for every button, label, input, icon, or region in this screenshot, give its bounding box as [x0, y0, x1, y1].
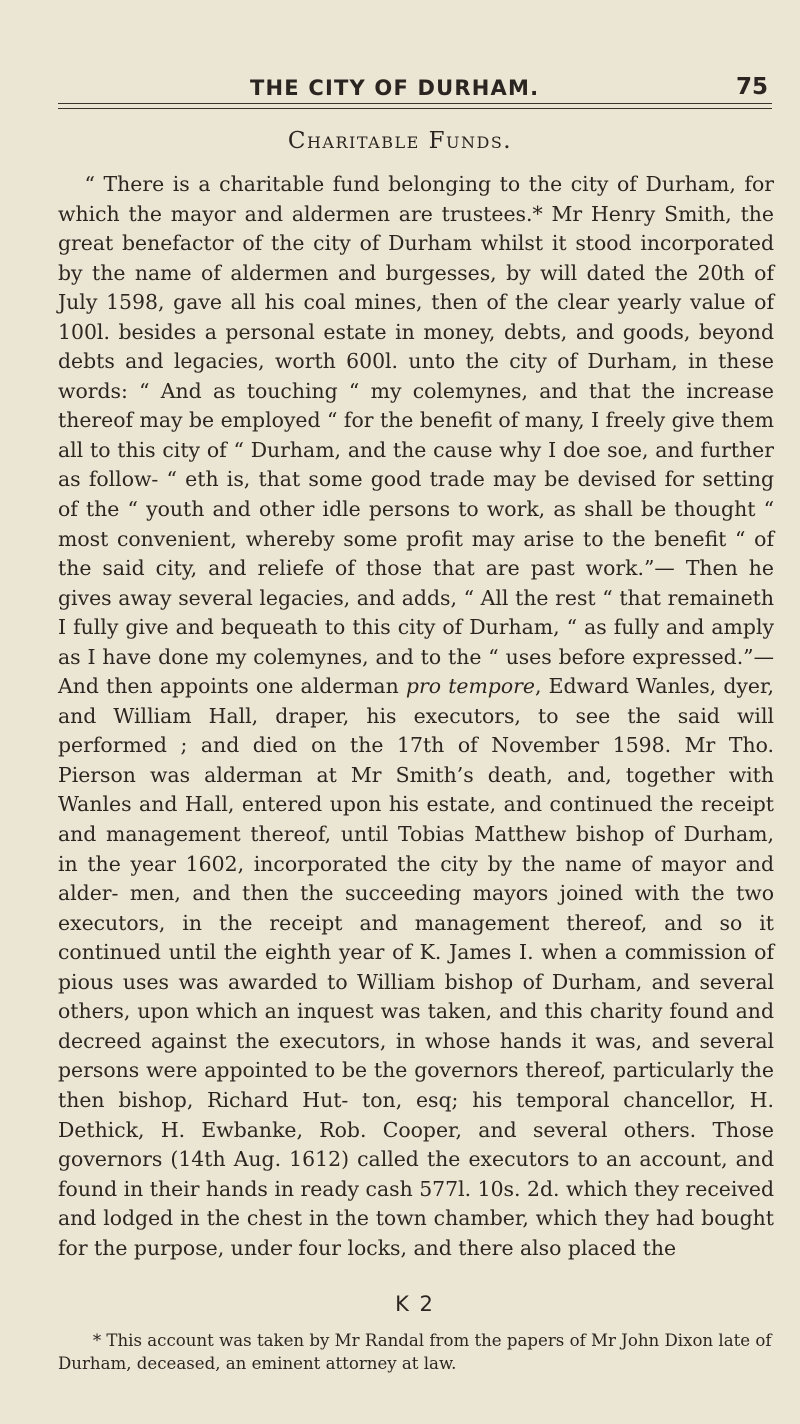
section-title: Charitable Funds.	[287, 128, 513, 154]
body-text	[58, 170, 774, 1263]
body-text-italic-phrase: pro tempore	[405, 674, 535, 699]
header-rule-thin	[58, 108, 772, 109]
running-head-title: THE CITY OF DURHAM.	[250, 76, 540, 100]
body-text-part-2: , Edward Wanles, dyer, and William Hall, draper, his executors, to see the said will performed ; and died on the 17th of November 1598. Mr Tho. Pierson was alderman at Mr Smith’s death, and, together with Wanles and Hall, entered upon his estate, and continued the receipt and management thereof, until Tobias Matthew bishop of Durham, in the year 1602, incorporated the city by the name of mayor and alder- men, and then the succeeding mayors joined with the two executors, in the receipt and management thereof, and so it continued until the eighth year of K. James I. when a commission of pious uses was awarded to William bishop of Durham, and several others, upon which an inquest was taken, and this charity found and decreed against the executors, in whose hands it was, and several persons were appointed to be the governors thereof, particularly the then bishop, Richard Hut- ton, esq; his temporal chancellor, H. Dethick, H. Ewbanke, Rob. Cooper, and several others. Those governors (14th Aug. 1612) called the executors to an account, and found in their hands in ready cash 577l. 10s. 2d. which they received and lodged in the chest in the town chamber, which they had bought for the purpose, under four locks, and there also placed the	[58, 674, 774, 1260]
running-head	[0, 76, 800, 116]
body-paragraph	[58, 170, 774, 1263]
footnote	[58, 1329, 774, 1375]
footnote-text: * This account was taken by Mr Randal from the papers of Mr John Dixon late of Durham, deceased, an eminent attorney at law.	[58, 1331, 772, 1373]
signature-mark: K 2	[395, 1292, 435, 1316]
body-text-part-1: “ There is a charitable fund belonging to the city of Durham, for which the mayor and aldermen are trustees.* Mr Henry Smith, the great benefactor of the city of Durham whilst it stood incorporated by the name of aldermen and burgesses, by will dated the 20th of July 1598, gave all his coal mines, then of the clear yearly value of 100l. besides a personal estate in money, debts, and goods, beyond debts and legacies, worth 600l. unto the city of Durham, in these words: “ And as touching “ my colemynes, and that the increase thereof may be employed “ for the benefit of many, I freely give them all to this city of “ Durham, and the cause why I doe soe, and further as follow- “ eth is, that some good trade may be devised for setting of the “ youth and other idle persons to work, as shall be thought “ most convenient, whereby some profit may arise to the benefit “ of the said city, and reliefe of those that are past work.”— Then he gives away several legacies, and adds, “ All the rest “ that remaineth I fully give and bequeath to this city of Durham, “ as fully and amply as I have done my colemynes, and to the “ uses before expressed.”—And then appoints one alderman	[58, 172, 774, 699]
header-rule	[58, 103, 772, 104]
page-number: 75	[736, 74, 769, 100]
